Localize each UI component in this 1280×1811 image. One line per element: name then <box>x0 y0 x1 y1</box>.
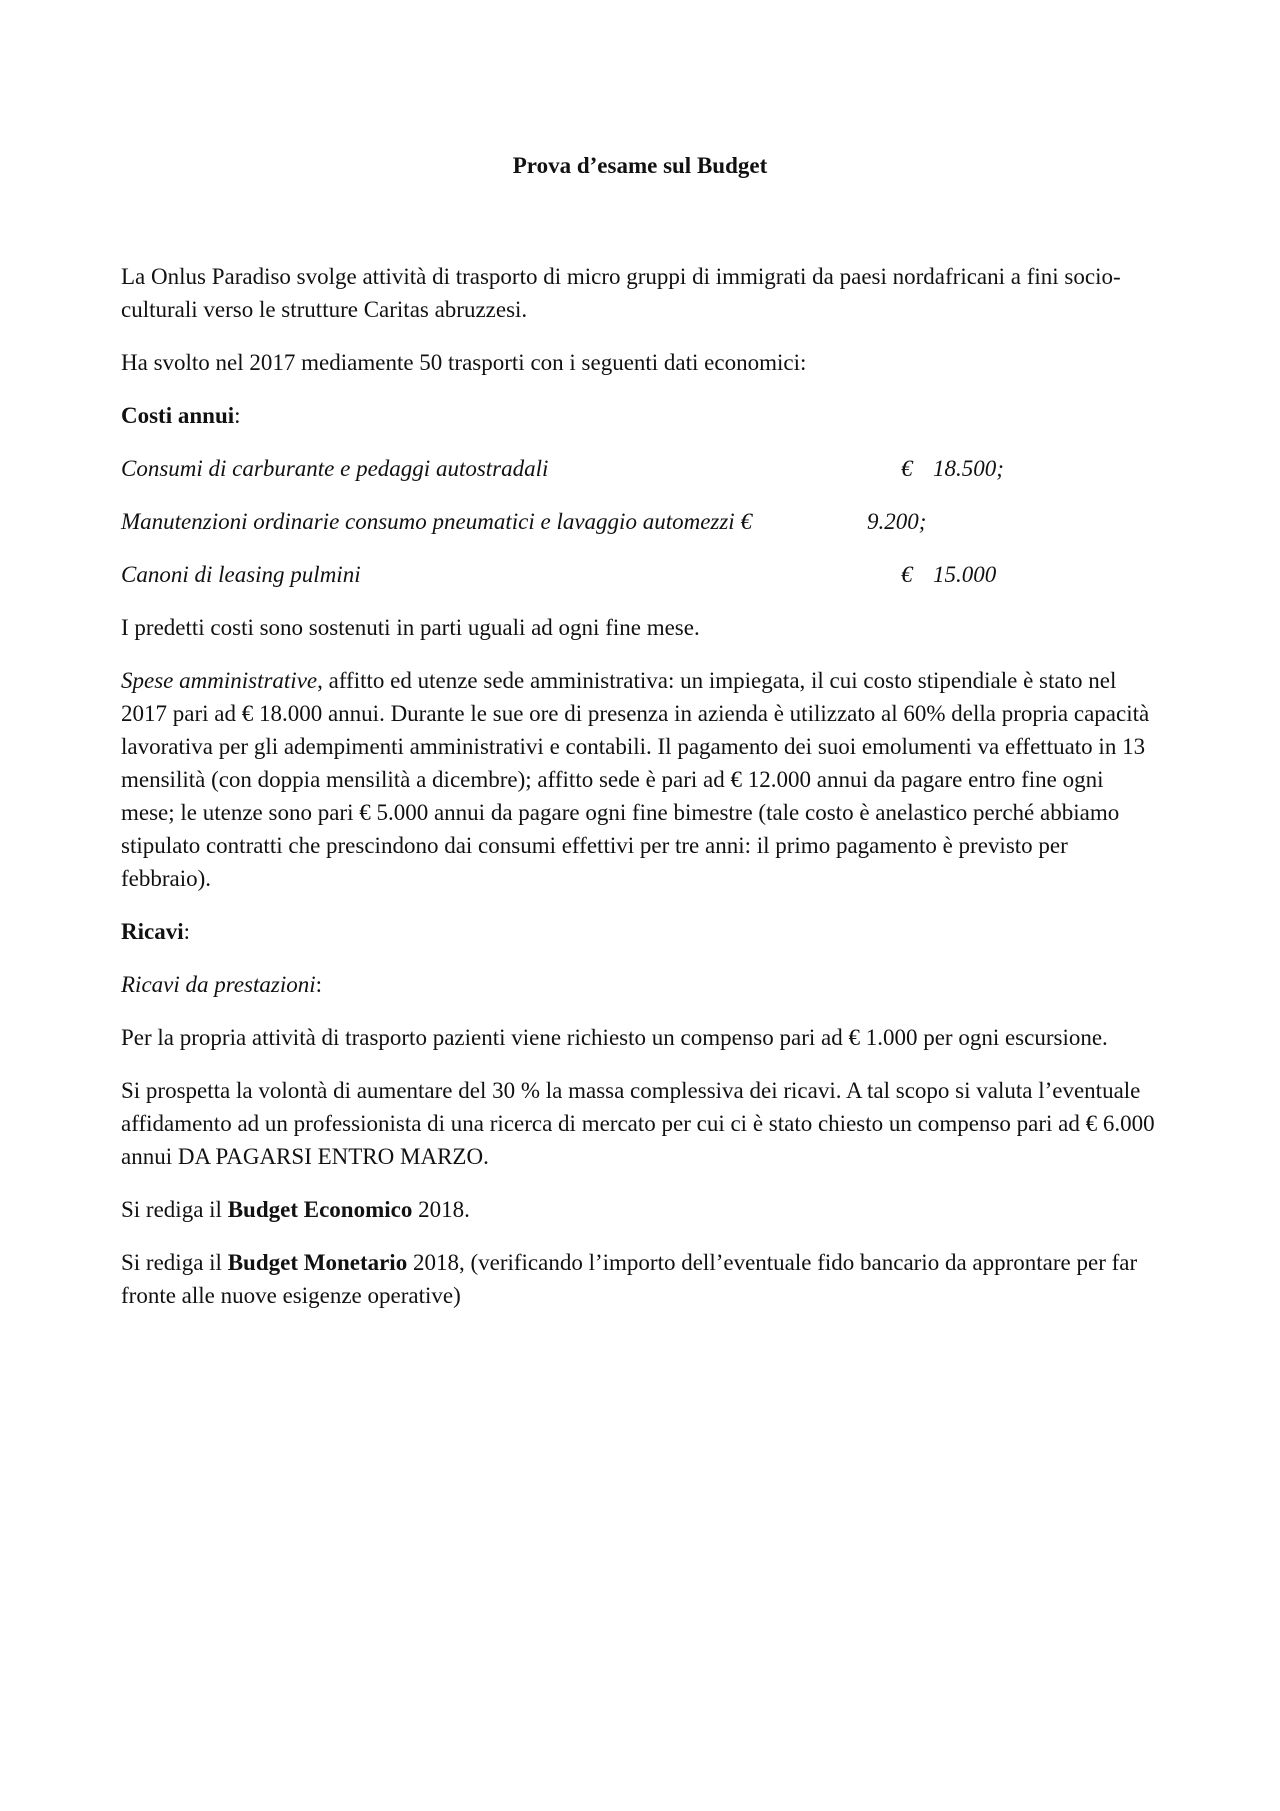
task-economic-budget <box>121 1193 1161 1226</box>
cost-item-label: Consumi di carburante e pedaggi autostradali <box>121 456 549 481</box>
admin-text: , affitto ed utenze sede amministrativa: un impiegata, il cui costo stipendiale è stato nel 2017 pari ad € 18.000 annui. Durante le sue ore di presenza in azienda è utilizzato al 60% della propria capacità lavorativa per gli adempimenti amministrativi e contabili. Il pagamento dei suoi emolumenti va effettuato in 13 mensilità (con doppia mensilità a dicembre); affitto sede è pari ad € 12.000 annui da pagare entro fine ogni mese; le utenze sono pari € 5.000 annui da pagare ogni fine bimestre (tale costo è anelastico perché abbiamo stipulato contratti che prescindono dai consumi effettivi per tre anni: il primo pagamento è previsto per febbraio). <box>121 668 1150 891</box>
cost-item-currency: € <box>901 562 913 587</box>
task-2-bold: Budget Monetario <box>227 1250 408 1275</box>
costs-heading-line <box>121 399 1161 432</box>
intro-paragraph: La Onlus Paradiso svolge attività di trasporto di micro gruppi di immigrati da paesi nordafricani a fini socio-culturali verso le strutture Caritas abruzzesi. <box>121 264 1121 322</box>
revenue-sub-suffix: : <box>315 972 323 997</box>
document-body <box>121 260 1161 1332</box>
revenue-heading: Ricavi <box>121 919 184 944</box>
cost-item <box>121 505 1161 538</box>
revenue-heading-suffix: : <box>183 919 190 944</box>
revenue-subheading: Ricavi da prestazioni <box>121 972 316 997</box>
task-1-suffix: 2018. <box>412 1197 470 1222</box>
admin-lead: Spese amministrative <box>121 668 318 693</box>
task-2-prefix: Si rediga il <box>121 1250 228 1275</box>
task-2-suffix: 2018, (verificando l’importo dell’eventuale fido bancario da approntare per far fronte alle nuove esigenze operative) <box>121 1250 1138 1308</box>
task-1-prefix: Si rediga il <box>121 1197 228 1222</box>
cost-item-label: Manutenzioni ordinarie consumo pneumatici e lavaggio automezzi € <box>121 509 752 534</box>
task-monetary-budget <box>121 1246 1161 1312</box>
revenue-sub-line <box>121 968 1161 1001</box>
cost-item-amount: 18.500; <box>933 456 1004 481</box>
cost-item <box>121 558 1161 591</box>
summary-paragraph: Ha svolto nel 2017 mediamente 50 trasporti con i seguenti dati economici: <box>121 350 807 375</box>
admin-paragraph <box>121 664 1161 895</box>
costs-heading-suffix: : <box>234 403 241 428</box>
costs-heading: Costi annui <box>121 403 235 428</box>
cost-item <box>121 452 1161 485</box>
revenue-paragraph-2: Si prospetta la volontà di aumentare del 30 % la massa complessiva dei ricavi. A tal scopo si valuta l’eventuale affidamento ad un professionista di una ricerca di mercato per cui ci è stato chiesto un compenso pari ad € 6.000 annui DA PAGARSI ENTRO MARZO. <box>121 1078 1155 1169</box>
cost-item-amount: 9.200; <box>867 509 927 534</box>
cost-item-currency: € <box>901 456 913 481</box>
cost-item-amount: 15.000 <box>933 562 997 587</box>
document-title: Prova d’esame sul Budget <box>512 153 768 178</box>
costs-note: I predetti costi sono sostenuti in parti uguali ad ogni fine mese. <box>121 615 700 640</box>
revenue-heading-line <box>121 915 1161 948</box>
revenue-paragraph-1: Per la propria attività di trasporto pazienti viene richiesto un compenso pari ad € 1.000 per ogni escursione. <box>121 1025 1108 1050</box>
cost-item-label: Canoni di leasing pulmini <box>121 562 361 587</box>
task-1-bold: Budget Economico <box>227 1197 413 1222</box>
